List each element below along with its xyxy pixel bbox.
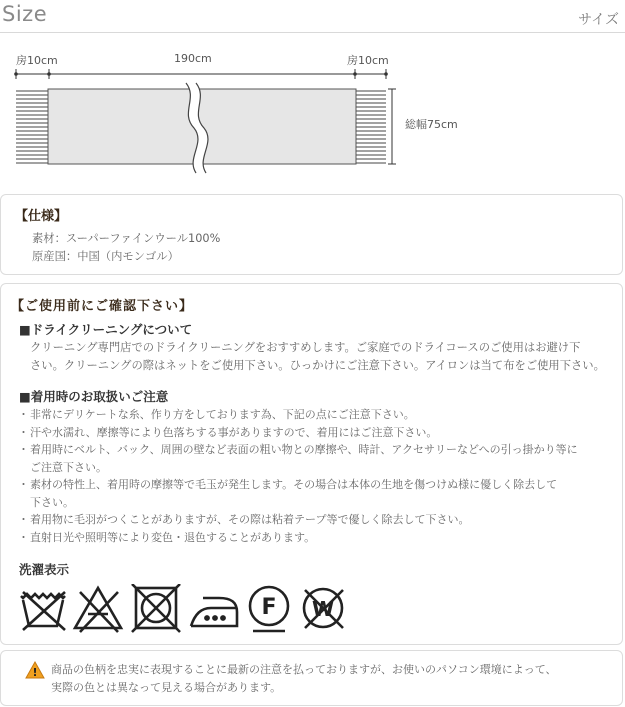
no-wet-clean-icon xyxy=(304,589,343,628)
list-item: ・ 非常にデリケートな糸、作り方をしております為、下記の点にご注意下さい。 xyxy=(30,406,615,424)
length-label: 190cm xyxy=(174,52,212,65)
handling-heading: ■着用時のお取扱いご注意 xyxy=(19,389,169,404)
iron-low-icon xyxy=(191,598,237,626)
list-item-text: 直射日光や照明等により変色・退色することがあります。 xyxy=(30,530,316,544)
scarf-diagram xyxy=(0,33,625,193)
svg-text:F: F xyxy=(261,595,277,620)
wash-heading: 洗濯表示 xyxy=(19,562,70,577)
page-subtitle: サイズ xyxy=(578,12,619,28)
fringe-left-label: 房10cm xyxy=(16,54,58,67)
list-item-text: 汗や水濡れ、摩擦等により色落ちする事がありますので、着用にはご注意下さい。 xyxy=(30,425,438,439)
no-wash-icon xyxy=(21,592,65,630)
scarf-drawing xyxy=(0,33,625,193)
cleaning-line-2: さい。クリーニングの際はネットをご使用下さい。ひっかけにご注意下さい。アイロンは当て布をご使用下さい。 xyxy=(30,359,605,372)
care-symbols-svg xyxy=(19,584,359,634)
list-item-text: 素材の特性上、着用時の摩擦等で毛玉が発生します。その場合は本体の生地を傷つけぬ様に優しく除去して xyxy=(30,478,558,491)
handling-list xyxy=(18,406,615,546)
cleaning-heading: ■ドライクリーニングについて xyxy=(19,322,193,337)
list-item-text: ご注意下さい。 xyxy=(30,460,107,474)
svg-text:!: ! xyxy=(32,666,38,679)
dry-clean-f-icon xyxy=(250,587,288,631)
list-item: ・ 直射日光や照明等により変色・退色することがあります。 xyxy=(30,529,615,547)
list-item: ・ 着用時にベルト、バック、周囲の壁など表面の粗い物との摩擦や、時計、アクセサリーなどへの引っ掛かり等に ご注意下さい。 xyxy=(30,441,615,476)
spec-material: 素材：スーパーファインウール100% xyxy=(32,232,221,245)
notice-title: 【ご使用前にご確認下さい】 xyxy=(11,299,194,314)
list-item-text: 着用物に毛羽がつくことがありますが、その際は粘着テープ等で優しく除去して下さい。 xyxy=(30,513,470,526)
width-label: 総幅75cm xyxy=(405,118,458,131)
list-item: ・ 着用物に毛羽がつくことがありますが、その際は粘着テープ等で優しく除去して下さい。 xyxy=(30,511,615,529)
spec-panel xyxy=(0,194,623,275)
notice-panel xyxy=(0,283,623,645)
care-symbols xyxy=(19,584,359,634)
warning-panel xyxy=(0,650,623,706)
spec-title: 【仕様】 xyxy=(15,209,68,224)
cleaning-line-1: クリーニング専門店でのドライクリーニングをおすすめします。ご家庭でのドライコースのご使用はお避け下 xyxy=(30,341,581,354)
list-item-text: 着用時にベルト、バック、周囲の壁など表面の粗い物との摩擦や、時計、アクセサリーなどへの引っ掛かり等に xyxy=(30,443,578,456)
svg-text:W: W xyxy=(311,597,335,621)
list-item-text: 下さい。 xyxy=(30,495,74,509)
page-title: Size xyxy=(2,2,48,26)
fringe-right-label: 房10cm xyxy=(347,54,389,67)
no-tumble-dry-icon xyxy=(132,584,180,632)
warning-line-2: 実際の色とは異なって見える場合があります。 xyxy=(51,681,282,694)
warning-icon xyxy=(25,661,45,683)
warning-line-1: 商品の色柄を忠実に表現することに最新の注意を払っておりますが、お使いのパソコン環境によって、 xyxy=(51,663,557,676)
list-item: ・ 素材の特性上、着用時の摩擦等で毛玉が発生します。その場合は本体の生地を傷つけぬ様に優しく除去して 下さい。 xyxy=(30,476,615,511)
list-item: ・ 汗や水濡れ、摩擦等により色落ちする事がありますので、着用にはご注意下さい。 xyxy=(30,424,615,442)
spec-origin: 原産国：中国（内モンゴル） xyxy=(32,250,179,263)
no-bleach-icon xyxy=(75,588,121,632)
list-item-text: 非常にデリケートな糸、作り方をしております為、下記の点にご注意下さい。 xyxy=(30,408,415,421)
